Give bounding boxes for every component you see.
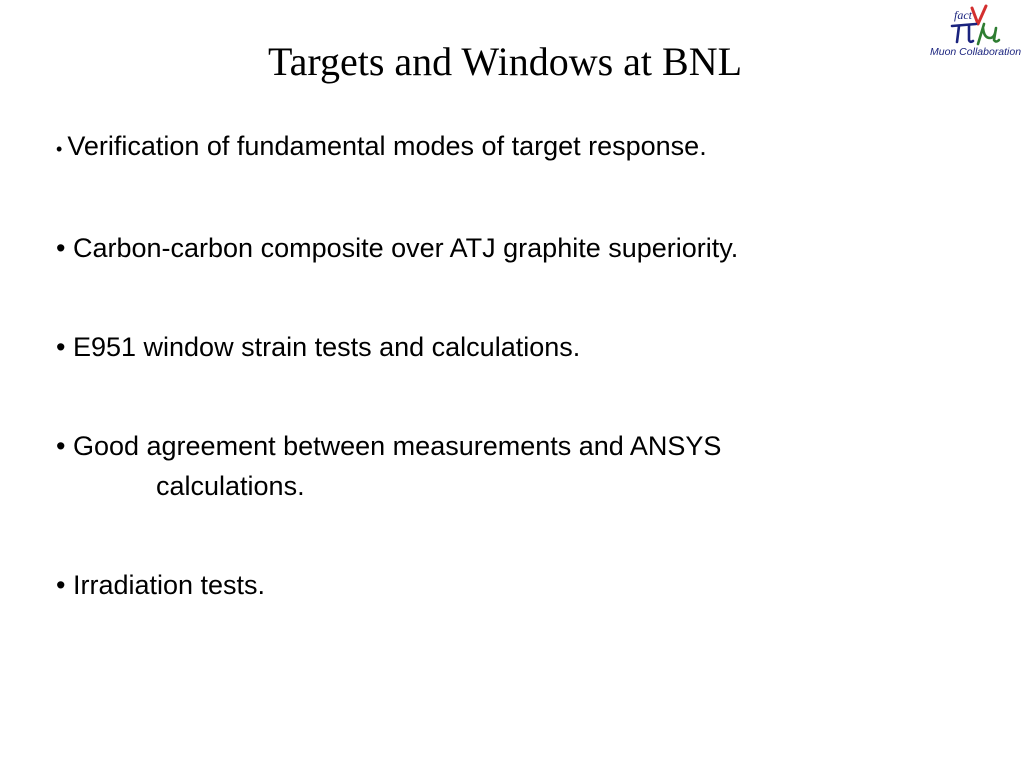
slide-title: Targets and Windows at BNL [267,39,743,84]
bullet-text: Good agreement between measurements and ANSYS [72,431,722,461]
bullet-text-continuation: calculations. [156,471,305,501]
bullet-text: Irradiation tests. [72,570,266,600]
bullet-item [56,426,976,506]
bullet-marker: • [56,233,73,263]
bullet-item [56,228,976,268]
muon-collaboration-logo [926,2,1022,64]
bullet-item [56,327,976,367]
bullet-marker: • [56,332,73,362]
bullet-marker: • [56,570,73,600]
bullet-item [56,565,976,605]
logo-fact-text: fact [954,8,972,22]
bullet-text: Verification of fundamental modes of target response. [67,131,707,161]
bullet-text: E951 window strain tests and calculations. [72,332,581,362]
bullet-marker: • [56,139,68,159]
bullet-marker: • [56,431,73,461]
bullet-text: Carbon-carbon composite over ATJ graphite superiority. [72,233,739,263]
logo-caption: Muon Collaboration [930,46,1022,58]
bullet-list [56,126,976,664]
bullet-item [56,126,976,169]
